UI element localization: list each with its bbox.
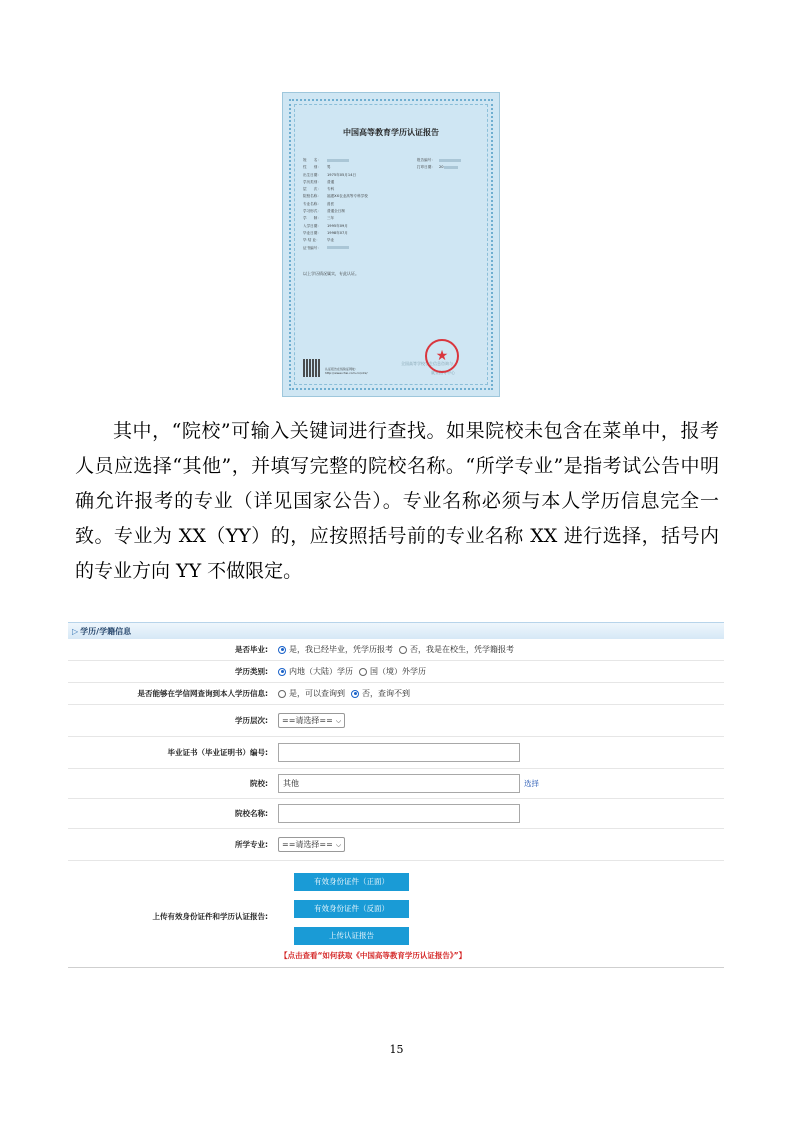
row-edu-type (68, 661, 724, 683)
certificate-statement: 以上学历情况属实，专此认证。 (303, 271, 359, 276)
cert-field-category: 学历类别： 普通 (303, 179, 335, 184)
edu-type-label: 学历类别: (235, 667, 268, 676)
upload-report-button[interactable]: 上传认证报告 (294, 927, 409, 945)
edu-level-select[interactable]: ==请选择== ⌵ (278, 713, 345, 728)
chsi-query-no-radio[interactable]: 否，查询不到 (351, 688, 410, 699)
school-name-input[interactable] (278, 804, 520, 823)
cert-field-level: 层 次： 专科 (303, 187, 335, 192)
cert-no-label: 毕业证书（毕业证明书）编号: (167, 748, 268, 757)
cert-field-study-form: 学习形式： 普通全日制 (303, 209, 345, 214)
cert-field-name: 姓 名： (303, 157, 423, 164)
certificate-image (282, 92, 500, 397)
cert-field-status: 毕 结 业： 毕业 (303, 238, 335, 243)
graduated-yes-radio[interactable]: 是，我已经毕业，凭学历报考 (278, 644, 393, 655)
row-upload (68, 861, 724, 972)
cert-field-school: 院校名称： 福建XX农业高等专科学校 (303, 194, 368, 199)
page-number: 15 (389, 1043, 404, 1056)
cert-field-enroll-date: 入学日期： 1995年09月 (303, 223, 348, 228)
school-label: 院校: (250, 779, 268, 788)
cert-field-duration: 学 制： 三年 (303, 216, 335, 221)
chevron-down-icon: ⌵ (335, 717, 342, 725)
cert-field-report-no: 报告编号： (417, 157, 487, 164)
qr-code-icon (303, 359, 321, 377)
cert-field-print-date: 打印日期： 20 (417, 164, 487, 171)
chsi-query-label: 是否能够在学信网查询到本人学历信息: (137, 689, 268, 698)
graduated-no-radio[interactable]: 否，我是在校生，凭学籍报考 (399, 644, 514, 655)
chsi-query-yes-radio[interactable]: 是，可以查询到 (278, 688, 345, 699)
row-cert-no (68, 737, 724, 769)
major-select[interactable]: ==请选择== ⌵ (278, 837, 345, 852)
certificate-right-fields (417, 157, 487, 172)
row-major (68, 829, 724, 861)
row-edu-level (68, 705, 724, 737)
cert-field-gender: 性 别： 男 (303, 165, 331, 170)
edu-type-domestic-radio[interactable]: 内地（大陆）学历 (278, 666, 353, 677)
chevron-down-icon: ⌵ (335, 841, 342, 849)
edu-level-label: 学历层次: (235, 716, 268, 725)
qr-caption: 认证报告在线验证网址： http://www.chsi.com.cn/xlrz/ (325, 367, 368, 375)
seal-caption: 全国高等学校学生信息咨询与 (401, 361, 453, 366)
certificate-title: 中国高等教育学历认证报告 (343, 128, 439, 137)
upload-label: 上传有效身份证件和学历认证报告: (152, 912, 268, 921)
upload-id-back-button[interactable]: 有效身份证件（反面） (294, 900, 409, 918)
major-label: 所学专业: (235, 840, 268, 849)
row-chsi-query (68, 683, 724, 705)
cert-field-major: 专业名称： 兽医 (303, 201, 335, 206)
cert-field-grad-date: 毕业日期： 1998年07月 (303, 230, 348, 235)
row-school-name (68, 799, 724, 829)
how-to-get-report-link[interactable]: 【点击查看“如何获取《中国高等教育学历认证报告》”】 (280, 950, 467, 960)
collapse-arrow-icon[interactable]: ▷ (72, 627, 79, 636)
school-name-label: 院校名称: (235, 809, 268, 818)
row-school (68, 769, 724, 799)
edu-type-foreign-radio[interactable]: 国（境）外学历 (359, 666, 426, 677)
school-input[interactable]: 其他 (278, 774, 520, 793)
instruction-paragraph: 其中，“院校”可输入关键词进行查找。如果院校未包含在菜单中，报考人员应选择“其他”，并填写完整的院校名称。“所学专业”是指考试公告中明确允许报考的专业（详见国家公告）。专业名称必须与本人学历信息完全一致。专业为 XX（YY）的，应按照括号前的专业名称 XX 进行选择，括号内的专业方向 YY 不做限定。 (75, 420, 719, 582)
seal-caption-2: 就业指导中心 (431, 370, 455, 375)
cert-field-cert-no: 证书编号： (303, 245, 423, 252)
cert-field-birth: 出生日期： 1975年05月14日 (303, 172, 357, 177)
row-graduated (68, 639, 724, 661)
cert-no-input[interactable] (278, 743, 520, 762)
upload-id-front-button[interactable]: 有效身份证件（正面） (294, 873, 409, 891)
form-section-header: ▷ 学历/学籍信息 (68, 622, 724, 639)
certificate-fields (303, 157, 423, 252)
form-bottom-divider (68, 967, 724, 968)
graduated-label: 是否毕业: (235, 645, 268, 654)
red-seal-icon: ★ (425, 339, 459, 373)
education-info-form (68, 622, 724, 968)
school-select-link[interactable]: 选择 (524, 779, 539, 788)
